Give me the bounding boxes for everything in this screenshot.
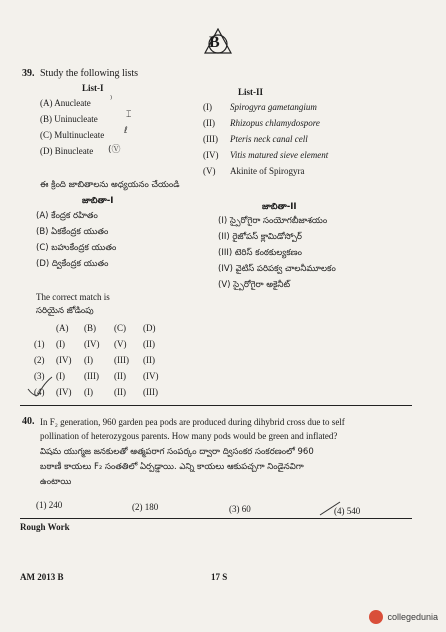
telugu-list1-d: (D) ద్వికేంద్రక యుతం (36, 259, 109, 269)
table-header-b: (B) (84, 323, 96, 333)
list2-item-2: Rhizopus chlamydospore (230, 118, 320, 128)
telugu-list2-2: (II) రైజోపస్ క్లామిడోస్పోర్ (218, 232, 302, 242)
question-40-telugu-1: విషమ యుగ్మజ జనకులతో ఆత్మపరాగ సంపర్కం ద్వారా ద్విసంకర సంకరణంలో 960 (40, 447, 314, 457)
option-number: (3) (34, 371, 45, 381)
option-1: (1) 240 (36, 500, 63, 510)
table-cell-c: (II) (114, 387, 126, 397)
handwritten-slash-mark (318, 500, 342, 516)
rough-work-label: Rough Work (20, 522, 70, 532)
list1-title: List-I (82, 83, 104, 93)
telugu-list1-title: జాబితా-I (82, 196, 114, 206)
list2-num-1: (I) (203, 102, 212, 112)
question-39-number: 39. (22, 68, 35, 79)
rough-work-divider (20, 518, 412, 519)
correct-match-label: The correct match is (36, 292, 110, 302)
option-number: (2) (34, 355, 45, 365)
table-cell-b: (III) (84, 371, 99, 381)
watermark (369, 610, 438, 624)
handwritten-mark-c: ℓ (124, 126, 128, 136)
table-cell-c: (III) (114, 355, 129, 365)
option-4: (4) 540 (334, 506, 361, 516)
table-cell-d: (II) (143, 355, 155, 365)
telugu-list1-c: (C) బహుకేంద్రక యుతం (36, 243, 117, 253)
option-3: (3) 60 (229, 504, 251, 514)
list2-item-5: Akinite of Spirogyra (230, 166, 305, 176)
telugu-list2-3: (III) టెరిస్ కంఠకుల్యకణం (218, 248, 302, 258)
question-40-telugu-3: ఉంటాయి (40, 477, 72, 487)
question-40-number: 40. (22, 416, 35, 427)
table-cell-b: (I) (84, 387, 93, 397)
list2-item-1: Spirogyra gametangium (230, 102, 317, 112)
handwritten-mark-b: ⌶ (126, 110, 132, 120)
telugu-stem: ఈ క్రింది జాబితాలను అధ్యయనం చేయండి (40, 180, 180, 190)
option-number: (4) (34, 387, 45, 397)
list2-num-4: (IV) (203, 150, 219, 160)
table-cell-c: (V) (114, 339, 127, 349)
badge-letter: B (209, 34, 220, 51)
handwritten-mark-a: ⁾ (110, 95, 113, 105)
collegedunia-logo-icon (369, 610, 383, 624)
booklet-code: AM 2013 B (20, 572, 64, 582)
question-40-telugu-2: బఠాణీ కాయలు F₂ సంతతిలో ఏర్పడ్డాయి. ఎన్ని కాయలు ఆకుపచ్చగా నిండైనవిగా (40, 462, 304, 472)
correct-match-label-telugu: సరియైన జోడింపు (36, 306, 94, 316)
option-2: (2) 180 (132, 502, 159, 512)
table-cell-b: (IV) (84, 339, 100, 349)
telugu-list1-a: (A) కేంద్రక రహితం (36, 211, 98, 221)
question-40-line-1: In F₂ generation, 960 garden pea pods are produced during dihybrid cross due to self (40, 417, 345, 427)
list2-title: List-II (238, 87, 264, 97)
table-cell-b: (I) (84, 355, 93, 365)
list2-item-3: Pteris neck canal cell (230, 134, 308, 144)
telugu-list1-b: (B) ఏకకేంద్రక యుతం (36, 227, 109, 237)
list2-num-2: (II) (203, 118, 215, 128)
table-cell-d: (II) (143, 339, 155, 349)
list1-item-c: (C) Multinucleate (40, 130, 105, 140)
table-header-c: (C) (114, 323, 126, 333)
table-cell-d: (IV) (143, 371, 159, 381)
table-header-d: (D) (143, 323, 156, 333)
table-cell-a: (IV) (56, 355, 72, 365)
table-cell-d: (III) (143, 387, 158, 397)
handwritten-tick-mark (26, 375, 54, 399)
table-cell-c: (II) (114, 371, 126, 381)
watermark-text: collegedunia (387, 612, 438, 622)
question-39-stem: Study the following lists (40, 68, 139, 79)
table-header-a: (A) (56, 323, 69, 333)
telugu-list2-5: (V) స్పైరోగైరా అకైనీట్ (218, 280, 291, 290)
list2-num-5: (V) (203, 166, 216, 176)
telugu-list2-4: (IV) వైటిస్ పరిపక్వ చాలనీమూలకం (218, 264, 336, 274)
page-number: 17 S (211, 572, 228, 582)
telugu-list2-1: (I) స్పైరోగైరా సంయోగబీజాశయం (218, 216, 328, 226)
list1-item-b: (B) Uninucleate (40, 114, 98, 124)
handwritten-mark-d: (Ⓥ (108, 145, 121, 155)
list1-item-d: (D) Binucleate (40, 146, 94, 156)
question-40-line-2: pollination of heterozygous parents. How many pods would be green and inflated? (40, 431, 338, 441)
question-divider (20, 405, 412, 406)
table-cell-a: (I) (56, 339, 65, 349)
list1-item-a: (A) Anucleate (40, 98, 91, 108)
list2-num-3: (III) (203, 134, 218, 144)
telugu-list2-title: జాబితా-II (262, 202, 297, 212)
table-cell-a: (I) (56, 371, 65, 381)
list2-item-4: Vitis matured sieve element (230, 150, 329, 160)
table-cell-a: (IV) (56, 387, 72, 397)
option-number: (1) (34, 339, 45, 349)
